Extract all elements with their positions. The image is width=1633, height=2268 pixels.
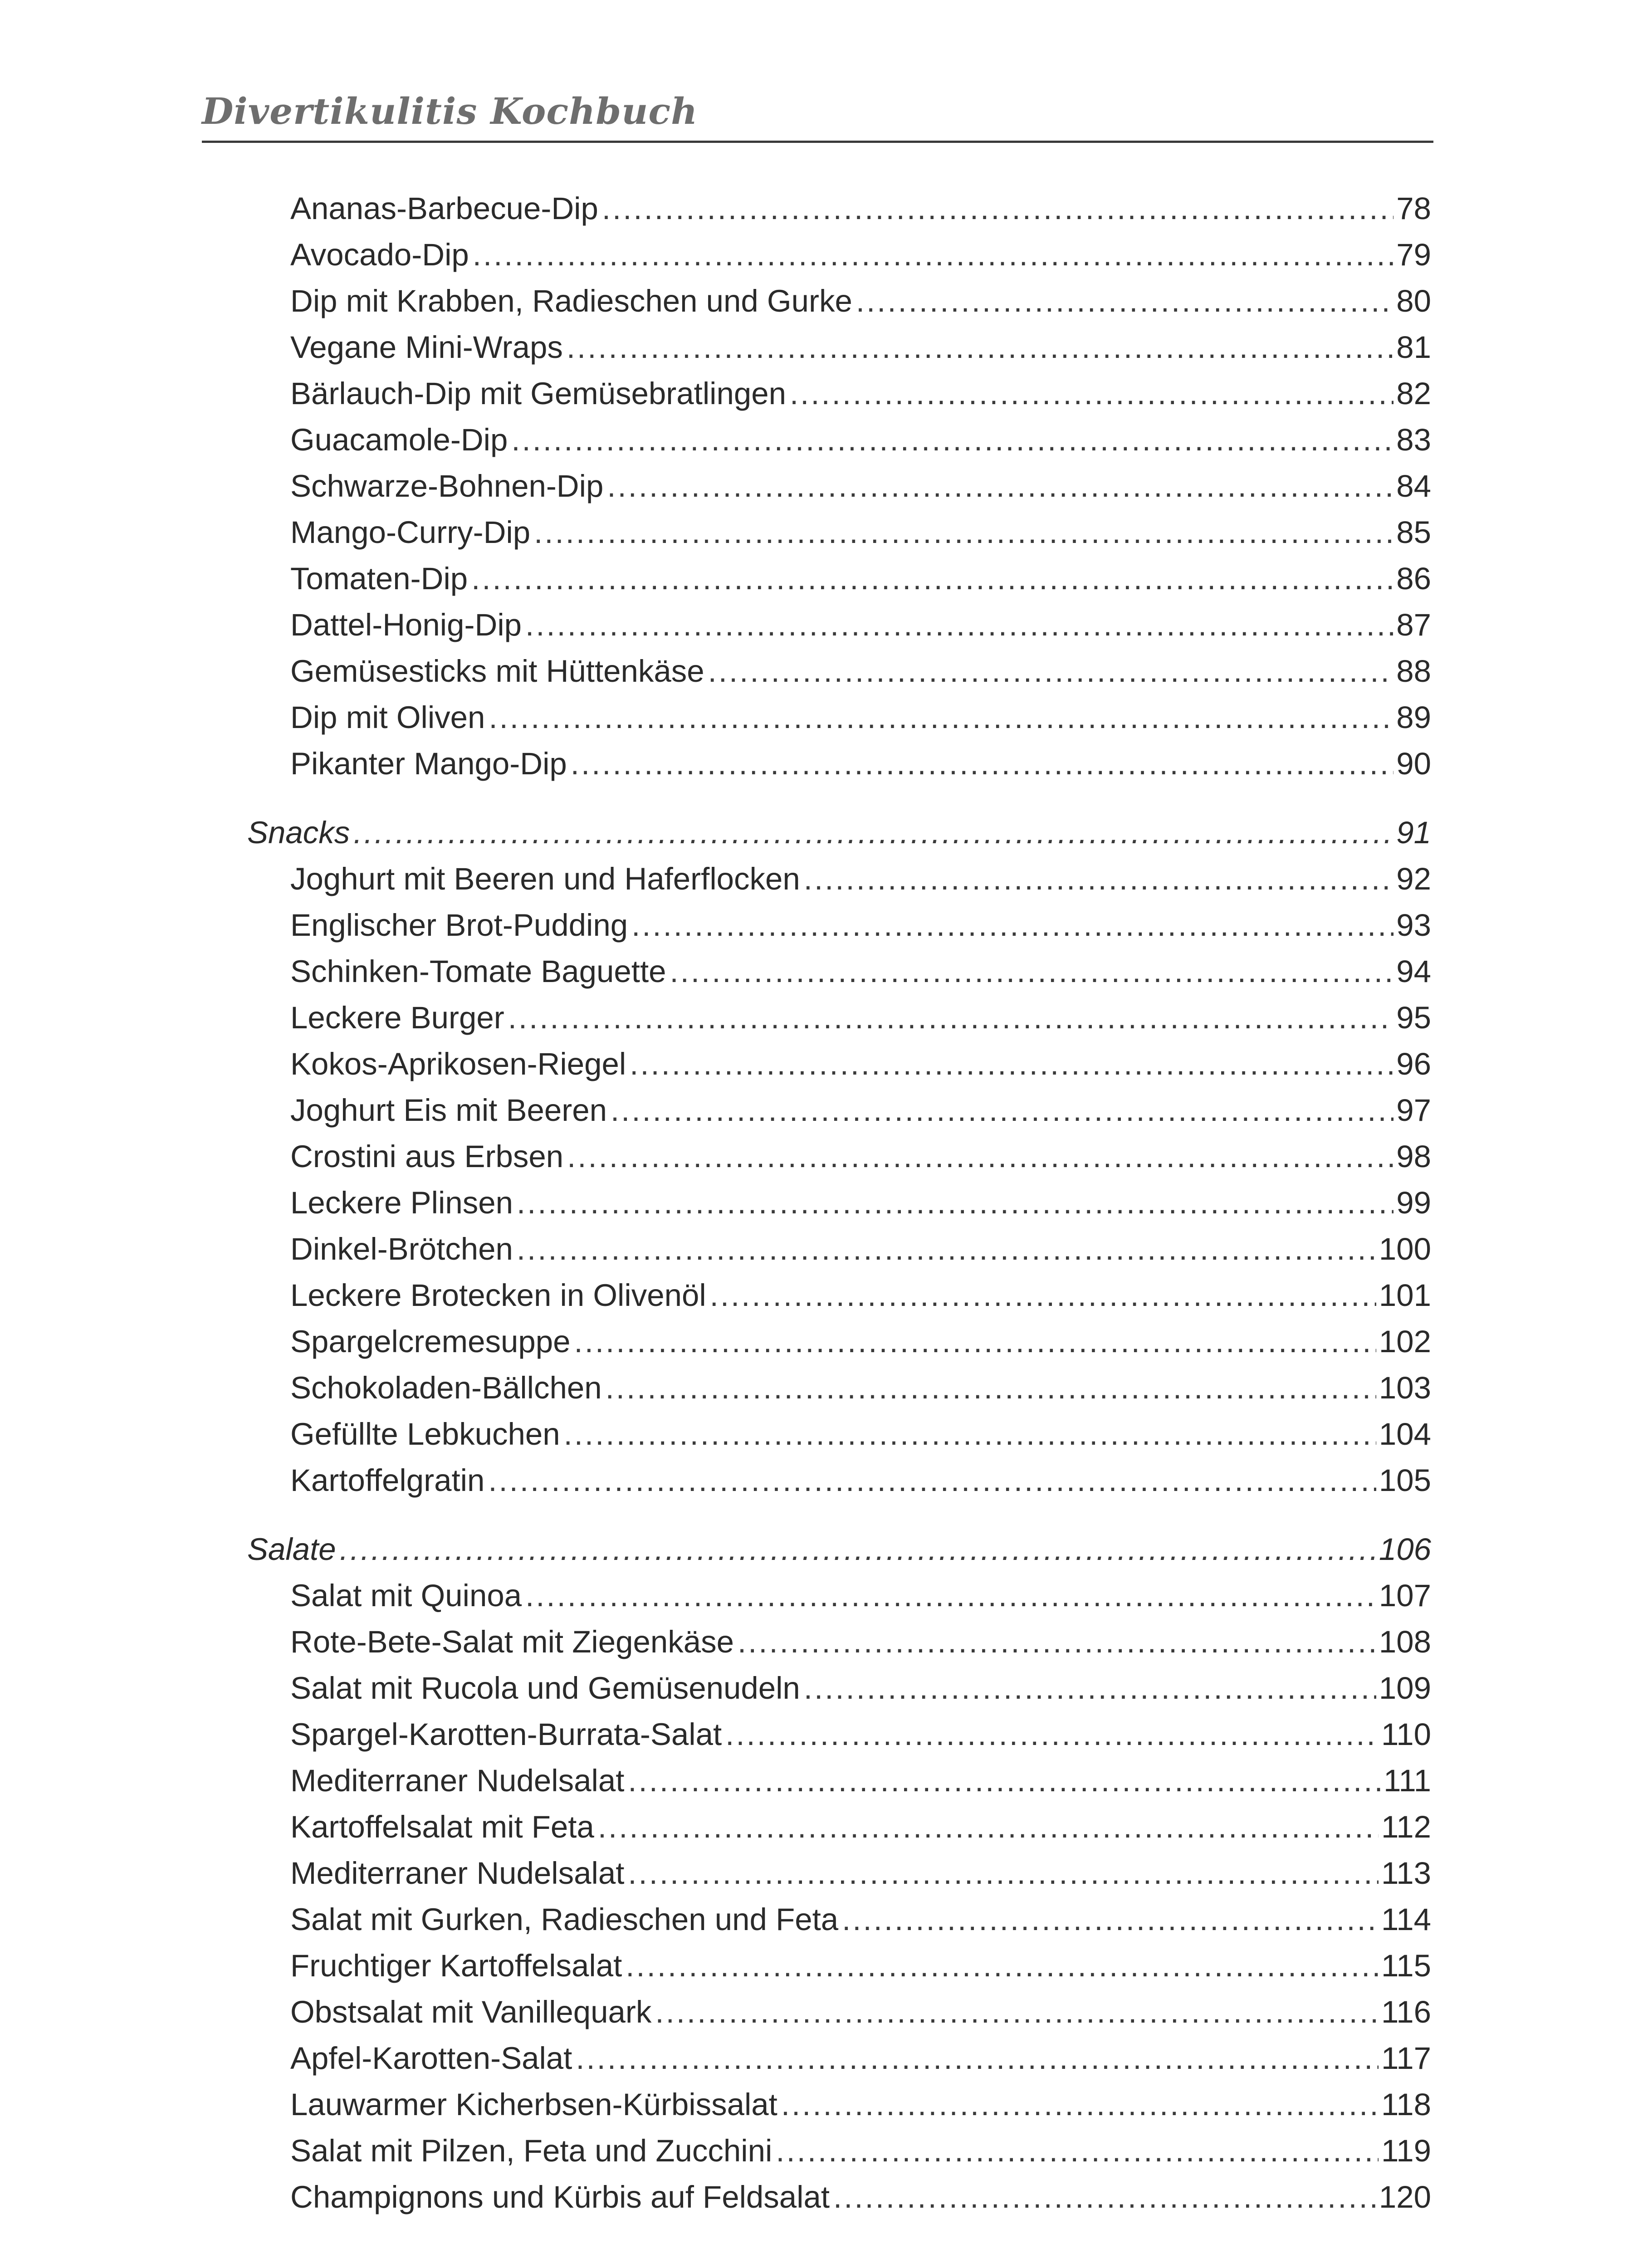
toc-entry-page: 110	[1381, 1717, 1431, 1752]
toc-entry-page: 117	[1381, 2041, 1431, 2076]
toc-entry-page: 111	[1384, 1763, 1431, 1798]
toc-entry-title: Mediterraner Nudelsalat	[290, 1856, 625, 1891]
dot-leader	[725, 1712, 1379, 1757]
dot-leader	[628, 1851, 1379, 1896]
toc-entry	[290, 2036, 1431, 2081]
dot-leader	[340, 1527, 1376, 1572]
toc-entry-title: Crostini aus Erbsen	[290, 1139, 564, 1174]
toc-entry-title: Salat mit Rucola und Gemüsenudeln	[290, 1671, 800, 1706]
dot-leader	[567, 325, 1393, 370]
toc-entry	[290, 1943, 1431, 1989]
toc-entry-page: 114	[1381, 1902, 1431, 1937]
dot-leader	[511, 417, 1393, 463]
toc-entry	[290, 1412, 1431, 1457]
toc-entry-title: Dinkel-Brötchen	[290, 1232, 513, 1266]
toc-entry-page: 89	[1396, 700, 1431, 735]
toc-entry-page: 94	[1396, 954, 1431, 989]
toc-entry-title: Dip mit Oliven	[290, 700, 485, 735]
toc-entry-page: 116	[1381, 1994, 1431, 2029]
toc-entry-page: 79	[1396, 237, 1431, 272]
toc-entry-title: Leckere Burger	[290, 1000, 504, 1035]
dot-leader	[508, 995, 1394, 1041]
dot-leader	[571, 741, 1393, 787]
toc-entry-page: 92	[1396, 861, 1431, 896]
dot-leader	[517, 1180, 1393, 1226]
toc-entry-page: 93	[1396, 908, 1431, 943]
dot-leader	[473, 232, 1393, 278]
toc-entry	[290, 1573, 1431, 1618]
toc-entry	[290, 2082, 1431, 2127]
toc-entry-page: 107	[1379, 1578, 1431, 1613]
toc-entry-title: Kokos-Aprikosen-Riegel	[290, 1046, 626, 1081]
dot-leader	[738, 1619, 1376, 1665]
toc-entry	[290, 1897, 1431, 1942]
toc-entry	[290, 371, 1431, 416]
toc-entry-page: 83	[1396, 422, 1431, 457]
dot-leader	[607, 464, 1393, 509]
toc-entry-page: 100	[1379, 1232, 1431, 1266]
toc-entry	[290, 1619, 1431, 1665]
toc-entry-title: Schokoladen-Bällchen	[290, 1370, 602, 1405]
toc-entry	[290, 1666, 1431, 1711]
toc-entry	[290, 279, 1431, 324]
toc-entry	[290, 1041, 1431, 1087]
dot-leader	[856, 279, 1393, 324]
toc-entry-title: Joghurt Eis mit Beeren	[290, 1093, 607, 1128]
toc-entry-page: 81	[1396, 330, 1431, 365]
toc-entry	[290, 1365, 1431, 1411]
toc-entry-title: Gemüsesticks mit Hüttenkäse	[290, 654, 704, 689]
toc-section-page: 91	[1396, 815, 1431, 850]
dot-leader	[804, 856, 1393, 902]
toc-entry-title: Mango-Curry-Dip	[290, 515, 531, 550]
toc-entry	[290, 1758, 1431, 1804]
toc-entry-title: Ananas-Barbecue-Dip	[290, 191, 598, 226]
toc-entry-title: Leckere Plinsen	[290, 1185, 513, 1220]
toc-entry-title: Avocado-Dip	[290, 237, 469, 272]
toc-entry-title: Dip mit Krabben, Radieschen und Gurke	[290, 284, 852, 318]
dot-leader	[708, 649, 1394, 694]
toc-entry-title: Leckere Brotecken in Olivenöl	[290, 1278, 706, 1313]
toc-entry	[290, 995, 1431, 1041]
dot-leader	[776, 2128, 1379, 2174]
dot-leader	[606, 1365, 1376, 1411]
toc-entry	[290, 1989, 1431, 2035]
dot-leader	[804, 1666, 1376, 1711]
toc-entry-page: 98	[1396, 1139, 1431, 1174]
dot-leader	[710, 1273, 1376, 1318]
dot-leader	[517, 1227, 1376, 1272]
dot-leader	[574, 1319, 1376, 1364]
dot-leader	[471, 556, 1393, 601]
toc-entry-page: 78	[1396, 191, 1431, 226]
toc-entry-page: 99	[1396, 1185, 1431, 1220]
toc-entry-page: 82	[1396, 376, 1431, 411]
toc-entry-title: Lauwarmer Kicherbsen-Kürbissalat	[290, 2087, 777, 2122]
toc-entry-title: Vegane Mini-Wraps	[290, 330, 563, 365]
header-divider	[202, 141, 1433, 143]
toc-entry-title: Spargelcremesuppe	[290, 1324, 571, 1359]
toc-entry-page: 103	[1379, 1370, 1431, 1405]
toc-entry	[290, 556, 1431, 601]
toc-section-title: Snacks	[247, 815, 350, 850]
toc-entry	[290, 741, 1431, 787]
toc-entry	[290, 417, 1431, 463]
toc-entry-title: Dattel-Honig-Dip	[290, 607, 522, 642]
dot-leader	[630, 1041, 1393, 1087]
toc-entry	[290, 2175, 1431, 2220]
toc-entry-page: 120	[1379, 2180, 1431, 2214]
dot-leader	[790, 371, 1393, 416]
toc-entry	[290, 2128, 1431, 2174]
dot-leader	[567, 1134, 1393, 1179]
dot-leader	[781, 2082, 1379, 2127]
toc-entry	[290, 186, 1431, 231]
toc-entry-title: Obstsalat mit Vanillequark	[290, 1994, 652, 2029]
toc-entry-title: Champignons und Kürbis auf Feldsalat	[290, 2180, 830, 2214]
dot-leader	[525, 1573, 1376, 1618]
toc-entry	[290, 1804, 1431, 1850]
dot-leader	[564, 1412, 1376, 1457]
toc-entry-page: 105	[1379, 1463, 1431, 1498]
toc-entry	[290, 856, 1431, 902]
dot-leader	[488, 1458, 1376, 1503]
toc-entry-title: Spargel-Karotten-Burrata-Salat	[290, 1717, 722, 1752]
toc-entry-page: 115	[1381, 1948, 1431, 1983]
toc-entry-page: 109	[1379, 1671, 1431, 1706]
dot-leader	[602, 186, 1393, 231]
toc-entry-title: Bärlauch-Dip mit Gemüsebratlingen	[290, 376, 786, 411]
dot-leader	[628, 1758, 1381, 1804]
toc-section-heading	[247, 1527, 1431, 1572]
toc-section-title: Salate	[247, 1532, 336, 1567]
toc-entry-title: Pikanter Mango-Dip	[290, 746, 567, 781]
toc-entry-title: Rote-Bete-Salat mit Ziegenkäse	[290, 1624, 734, 1659]
dot-leader	[489, 695, 1393, 740]
dot-leader	[626, 1943, 1379, 1989]
toc-entry-title: Salat mit Quinoa	[290, 1578, 522, 1613]
toc-entry	[290, 1180, 1431, 1226]
dot-leader	[611, 1088, 1393, 1133]
toc-section-page: 106	[1379, 1532, 1431, 1567]
dot-leader	[598, 1804, 1379, 1850]
toc-entry-page: 118	[1381, 2087, 1431, 2122]
dot-leader	[353, 810, 1393, 855]
toc-entry	[290, 1458, 1431, 1503]
dot-leader	[833, 2175, 1376, 2220]
dot-leader	[525, 602, 1393, 648]
toc-entry-title: Tomaten-Dip	[290, 561, 468, 596]
toc-entry	[290, 1227, 1431, 1272]
dot-leader	[576, 2036, 1379, 2081]
toc-entry	[290, 464, 1431, 509]
toc-entry-page: 97	[1396, 1093, 1431, 1128]
toc-entry-title: Kartoffelgratin	[290, 1463, 485, 1498]
toc-entry-page: 95	[1396, 1000, 1431, 1035]
toc-entry-page: 104	[1379, 1417, 1431, 1452]
toc-entry	[290, 602, 1431, 648]
toc-entry	[290, 1712, 1431, 1757]
toc-entry-title: Apfel-Karotten-Salat	[290, 2041, 572, 2076]
toc-entry-page: 80	[1396, 284, 1431, 318]
page-header	[202, 91, 1433, 141]
toc-entry-page: 102	[1379, 1324, 1431, 1359]
toc-entry-title: Mediterraner Nudelsalat	[290, 1763, 625, 1798]
toc-entry-title: Gefüllte Lebkuchen	[290, 1417, 560, 1452]
toc-entry-page: 87	[1396, 607, 1431, 642]
dot-leader	[631, 903, 1393, 948]
toc-entry-page: 96	[1396, 1046, 1431, 1081]
toc-entry	[290, 325, 1431, 370]
dot-leader	[534, 510, 1393, 555]
toc-entry-title: Fruchtiger Kartoffelsalat	[290, 1948, 622, 1983]
toc-entry	[290, 649, 1431, 694]
toc-entry-title: Kartoffelsalat mit Feta	[290, 1809, 594, 1844]
toc-entry	[290, 1134, 1431, 1179]
toc-entry	[290, 232, 1431, 278]
toc-entry	[290, 903, 1431, 948]
toc-entry-page: 119	[1381, 2133, 1431, 2168]
toc-entry-page: 113	[1381, 1856, 1431, 1891]
toc-entry-title: Guacamole-Dip	[290, 422, 508, 457]
toc-entry	[290, 1319, 1431, 1364]
toc-entry-title: Joghurt mit Beeren und Haferflocken	[290, 861, 800, 896]
toc-entry-title: Schinken-Tomate Baguette	[290, 954, 666, 989]
toc-entry	[290, 1273, 1431, 1318]
book-title: Divertikulitis Kochbuch	[202, 90, 698, 132]
toc-entry-page: 88	[1396, 654, 1431, 689]
toc-entry-title: Schwarze-Bohnen-Dip	[290, 469, 604, 503]
dot-leader	[842, 1897, 1379, 1942]
toc-entry-page: 84	[1396, 469, 1431, 503]
toc-entry	[290, 510, 1431, 555]
toc-entry	[290, 1088, 1431, 1133]
toc-entry-title: Salat mit Gurken, Radieschen und Feta	[290, 1902, 839, 1937]
toc-entry-page: 101	[1379, 1278, 1431, 1313]
toc-entry-page: 108	[1379, 1624, 1431, 1659]
toc-entry-page: 90	[1396, 746, 1431, 781]
toc-entry-title: Salat mit Pilzen, Feta und Zucchini	[290, 2133, 772, 2168]
dot-leader	[655, 1989, 1379, 2035]
toc-entry-page: 112	[1381, 1809, 1431, 1844]
dot-leader	[670, 949, 1394, 994]
toc-entry	[290, 695, 1431, 740]
toc-entry-page: 85	[1396, 515, 1431, 550]
toc-entry-title: Englischer Brot-Pudding	[290, 908, 628, 943]
toc-entry	[290, 1851, 1431, 1896]
toc-entry-page: 86	[1396, 561, 1431, 596]
toc-section-heading	[247, 810, 1431, 855]
toc-entry	[290, 949, 1431, 994]
